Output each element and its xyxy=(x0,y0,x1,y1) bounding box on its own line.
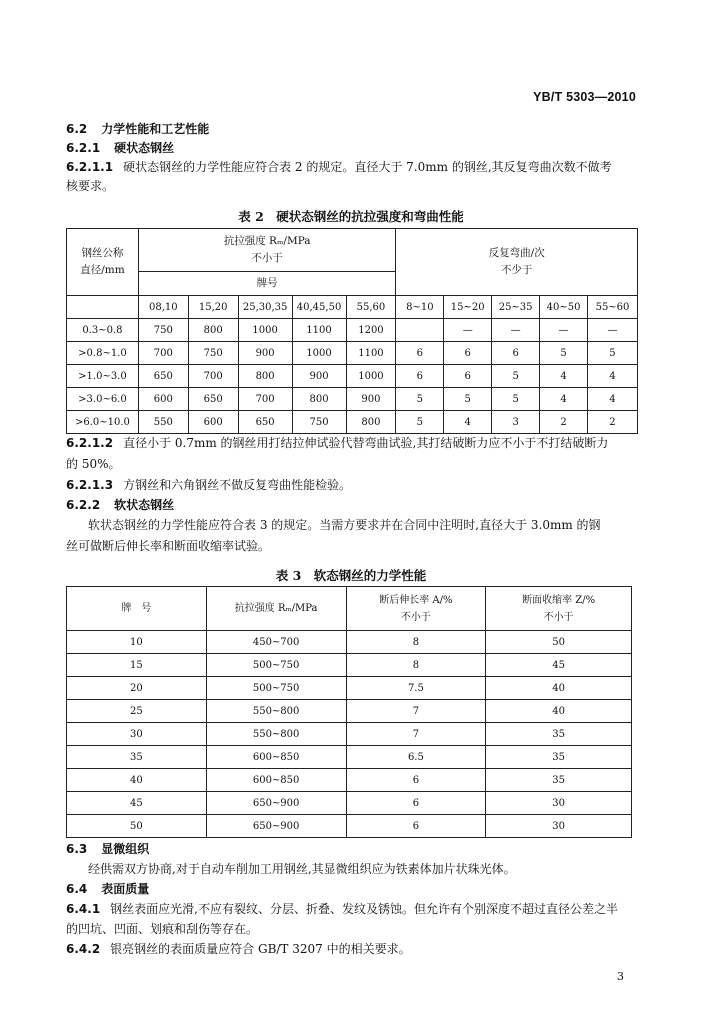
table-cell: 30 xyxy=(486,815,632,838)
table-cell: 30 xyxy=(486,792,632,815)
table-cell: 45 xyxy=(67,792,207,815)
table-cell: 5 xyxy=(492,365,540,388)
table-cell: — xyxy=(492,319,540,342)
table-cell: 900 xyxy=(346,388,396,411)
clause-6-2-2-line1: 软状态钢丝的力学性能应符合表 3 的规定。当需方要求并在合同中注明时,直径大于 3.0mm 的钢 xyxy=(88,518,601,532)
table-2-caption: 表 2 硬状态钢丝的抗拉强度和弯曲性能 xyxy=(238,209,464,224)
grade-header: 牌 号 xyxy=(67,587,207,631)
table-cell xyxy=(396,319,444,342)
section-number: 6.2 xyxy=(66,122,88,136)
header-text: 不小于 xyxy=(251,251,283,264)
table-cell: 5 xyxy=(540,342,588,365)
section-title: 硬状态钢丝 xyxy=(114,141,175,155)
table-cell: 35 xyxy=(486,769,632,792)
table-cell: 55~60 xyxy=(587,296,637,319)
table-cell: 50 xyxy=(67,815,207,838)
clause-number: 6.4.1 xyxy=(66,902,101,916)
header-text: 反复弯曲/次 xyxy=(488,247,545,259)
table-cell: 10 xyxy=(67,631,207,654)
table-row xyxy=(67,700,632,723)
table-cell: 25 xyxy=(67,700,207,723)
section-title: 力学性能和工艺性能 xyxy=(101,122,210,136)
table-cell: 1100 xyxy=(292,319,346,342)
table-cell xyxy=(67,296,139,319)
clause-6-4-1-line2: 的凹坑、凹面、划痕和刮伤等存在。 xyxy=(66,922,259,936)
table-row xyxy=(67,631,632,654)
table-cell: 800 xyxy=(238,365,292,388)
table-cell: 600 xyxy=(138,388,188,411)
tensile-header: 抗拉强度 Rₘ/MPa xyxy=(206,587,346,631)
table-cell: 50 xyxy=(486,631,632,654)
table-cell: 5 xyxy=(587,342,637,365)
table-row xyxy=(67,746,632,769)
table-row xyxy=(67,769,632,792)
table-cell: 750 xyxy=(138,319,188,342)
table-cell: 15~20 xyxy=(444,296,492,319)
clause-number: 6.2.1.2 xyxy=(66,436,114,450)
table-row xyxy=(67,365,638,388)
table-cell: 6 xyxy=(396,365,444,388)
table-cell: >3.0~6.0 xyxy=(67,388,139,411)
page-number: 3 xyxy=(617,970,624,983)
grade-header: 牌号 xyxy=(138,271,396,295)
table-cell: 500~750 xyxy=(206,654,346,677)
table-cell: 35 xyxy=(67,746,207,769)
clause-6-2-1-2-line1 xyxy=(66,434,640,453)
table-cell: 2 xyxy=(587,411,637,434)
table-cell: — xyxy=(540,319,588,342)
section-6-3-text: 经供需双方协商,对于自动车削加工用钢丝,其显微组织应为铁素体加片状珠光体。 xyxy=(88,862,516,876)
table-cell: 35 xyxy=(486,723,632,746)
table-cell: 4 xyxy=(587,388,637,411)
table-cell: 6 xyxy=(346,792,486,815)
table-cell: 1000 xyxy=(346,365,396,388)
table-cell: 0.3~0.8 xyxy=(67,319,139,342)
table-cell: 700 xyxy=(138,342,188,365)
clause-text: 银亮钢丝的表面质量应符合 GB/T 3207 中的相关要求。 xyxy=(110,942,411,956)
table-cell: 40 xyxy=(486,700,632,723)
table-row xyxy=(67,792,632,815)
table-cell: 6 xyxy=(492,342,540,365)
clause-number: 6.4.2 xyxy=(66,942,101,956)
header-text: 断后伸长率 A/% xyxy=(379,594,453,606)
table-cell: 25,30,35 xyxy=(238,296,292,319)
table-cell: 25~35 xyxy=(492,296,540,319)
clause-6-4-1-line1 xyxy=(66,900,640,919)
section-title: 软状态钢丝 xyxy=(114,498,175,512)
table-cell: 8 xyxy=(346,654,486,677)
table-cell: >6.0~10.0 xyxy=(67,411,139,434)
table-cell: 20 xyxy=(67,677,207,700)
table-row xyxy=(67,654,632,677)
table-cell: 650~900 xyxy=(206,792,346,815)
table-cell: 600~850 xyxy=(206,769,346,792)
table-2 xyxy=(66,228,638,434)
table-cell: 900 xyxy=(238,342,292,365)
table-cell: 8 xyxy=(346,631,486,654)
clause-6-2-1-2-line2: 的 50%。 xyxy=(66,457,121,471)
header-text: 不小于 xyxy=(400,611,431,623)
table-cell: 6 xyxy=(444,342,492,365)
clause-text: 钢丝表面应光滑,不应有裂纹、分层、折叠、发纹及锈蚀。但允许有个别深度不超过直径公差之半 xyxy=(110,902,618,916)
table-cell: 700 xyxy=(238,388,292,411)
header-text: 抗拉强度 Rₘ/MPa xyxy=(223,234,311,247)
table-cell: 750 xyxy=(188,342,238,365)
table-cell: 5 xyxy=(396,411,444,434)
elongation-header xyxy=(346,587,486,631)
header-text: 直径/mm xyxy=(80,264,125,276)
table-cell: 08,10 xyxy=(138,296,188,319)
table-cell: 6 xyxy=(396,342,444,365)
standard-code: YB/T 5303—2010 xyxy=(533,90,636,104)
table-3-caption: 表 3 软态钢丝的力学性能 xyxy=(275,568,427,583)
table-row xyxy=(67,411,638,434)
table-cell: 650 xyxy=(238,411,292,434)
clause-text: 直径小于 0.7mm 的钢丝用打结拉伸试验代替弯曲试验,其打结破断力应不小于不打结破断力 xyxy=(123,436,609,450)
table-row xyxy=(67,815,632,838)
table-cell: 30 xyxy=(67,723,207,746)
table-cell: 6 xyxy=(346,815,486,838)
table-cell: 40~50 xyxy=(540,296,588,319)
header-text: 钢丝公称 xyxy=(81,247,124,259)
table-cell: 8~10 xyxy=(396,296,444,319)
clause-number: 6.2.1.3 xyxy=(66,478,114,492)
clause-6-2-1-3 xyxy=(66,476,640,495)
section-number: 6.2.1 xyxy=(66,141,101,155)
header-text: 不少于 xyxy=(500,264,533,276)
table-row xyxy=(67,677,632,700)
header-text: 断面收缩率 Z/% xyxy=(522,594,596,606)
table-cell: 600~850 xyxy=(206,746,346,769)
reduction-header xyxy=(486,587,632,631)
table-cell: 550~800 xyxy=(206,700,346,723)
table-row xyxy=(67,319,638,342)
table-cell: 7 xyxy=(346,700,486,723)
header-text: 不小于 xyxy=(543,611,574,623)
diameter-header xyxy=(67,229,139,296)
bend-header xyxy=(396,229,638,296)
table-cell: 55,60 xyxy=(346,296,396,319)
table-cell: 1100 xyxy=(346,342,396,365)
table-cell: — xyxy=(444,319,492,342)
grade-row xyxy=(67,296,638,319)
clause-6-4-2 xyxy=(66,940,640,959)
clause-6-2-2-line2: 丝可做断后伸长率和断面收缩率试验。 xyxy=(66,539,271,553)
table-cell: 800 xyxy=(346,411,396,434)
table-cell: 800 xyxy=(292,388,346,411)
table-cell: 5 xyxy=(492,388,540,411)
clause-text: 硬状态钢丝的力学性能应符合表 2 的规定。直径大于 7.0mm 的钢丝,其反复弯曲次数不做考 xyxy=(123,160,612,174)
table-cell: 3 xyxy=(492,411,540,434)
table-cell: 40 xyxy=(67,769,207,792)
table-cell: 800 xyxy=(188,319,238,342)
table-cell: 700 xyxy=(188,365,238,388)
table-cell: 450~700 xyxy=(206,631,346,654)
table-row xyxy=(67,342,638,365)
table-cell: 4 xyxy=(444,411,492,434)
table-cell: >0.8~1.0 xyxy=(67,342,139,365)
table-cell: 35 xyxy=(486,746,632,769)
table-cell: 500~750 xyxy=(206,677,346,700)
section-title: 显微组织 xyxy=(101,842,150,856)
table-cell: 4 xyxy=(540,388,588,411)
table-cell: 5 xyxy=(444,388,492,411)
table-cell: 7.5 xyxy=(346,677,486,700)
clause-number: 6.2.1.1 xyxy=(66,160,114,174)
table-3 xyxy=(66,586,632,838)
table-cell: 40,45,50 xyxy=(292,296,346,319)
section-6-2-1-heading xyxy=(66,139,640,158)
table-cell: 4 xyxy=(587,365,637,388)
table-cell: 15,20 xyxy=(188,296,238,319)
table-cell: — xyxy=(587,319,637,342)
table-cell: 6.5 xyxy=(346,746,486,769)
section-6-4-heading xyxy=(66,880,640,899)
table-cell: 550~800 xyxy=(206,723,346,746)
table-cell: 750 xyxy=(292,411,346,434)
table-row xyxy=(67,388,638,411)
section-6-2-heading xyxy=(66,120,640,139)
table-cell: 1000 xyxy=(292,342,346,365)
table-cell: 40 xyxy=(486,677,632,700)
table-cell: 900 xyxy=(292,365,346,388)
tensile-header xyxy=(138,229,396,272)
table-cell: 6 xyxy=(346,769,486,792)
table-row xyxy=(67,723,632,746)
table-cell: 7 xyxy=(346,723,486,746)
table-cell: 4 xyxy=(540,365,588,388)
clause-6-2-1-1-line1 xyxy=(66,158,640,177)
table-cell: 550 xyxy=(138,411,188,434)
table-cell: 650 xyxy=(188,388,238,411)
table-cell: 6 xyxy=(444,365,492,388)
table-cell: 45 xyxy=(486,654,632,677)
clause-6-2-1-1-line2: 核要求。 xyxy=(66,179,115,193)
table-cell: 600 xyxy=(188,411,238,434)
table-cell: 650 xyxy=(138,365,188,388)
section-number: 6.4 xyxy=(66,882,88,896)
section-number: 6.3 xyxy=(66,842,88,856)
table-cell: 2 xyxy=(540,411,588,434)
clause-text: 方钢丝和六角钢丝不做反复弯曲性能检验。 xyxy=(123,478,352,492)
section-title: 表面质量 xyxy=(101,882,150,896)
section-6-3-heading xyxy=(66,840,640,859)
table-cell: 650~900 xyxy=(206,815,346,838)
section-6-2-2-heading xyxy=(66,496,640,515)
table-cell: 1000 xyxy=(238,319,292,342)
table-cell: 5 xyxy=(396,388,444,411)
table-cell: 15 xyxy=(67,654,207,677)
table-cell: 1200 xyxy=(346,319,396,342)
section-number: 6.2.2 xyxy=(66,498,101,512)
table-cell: >1.0~3.0 xyxy=(67,365,139,388)
